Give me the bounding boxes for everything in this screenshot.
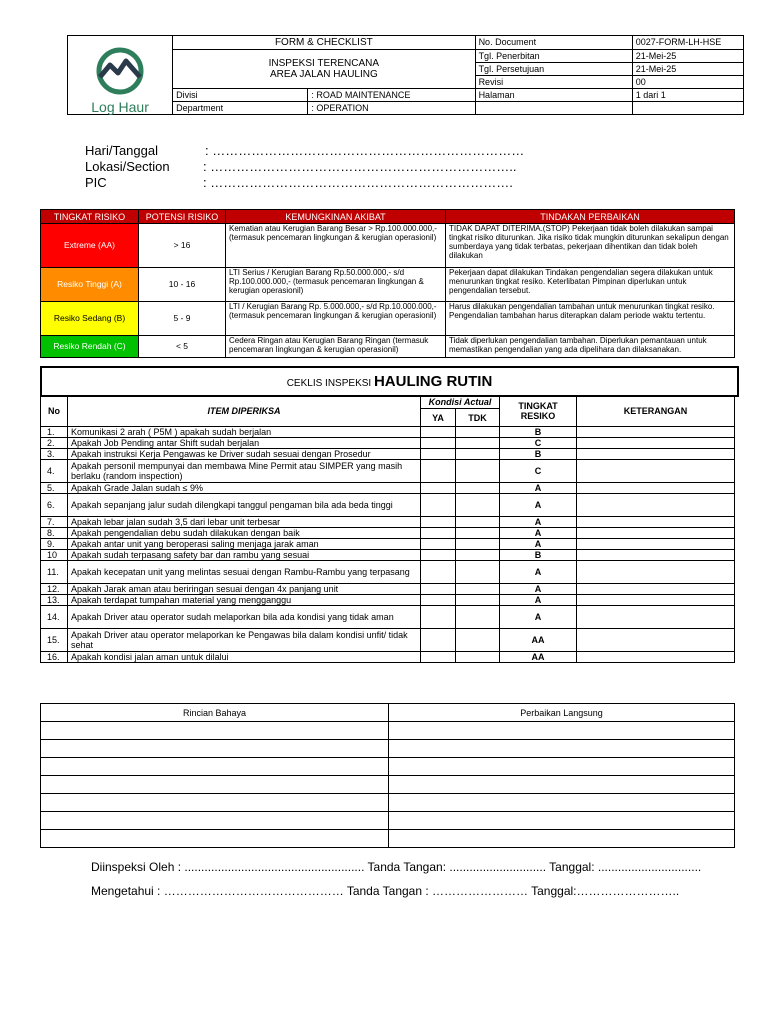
risk-level-cell: B [500, 427, 577, 438]
col-tdk: TDK [456, 409, 500, 427]
item-number: 9. [41, 539, 68, 550]
item-number: 4. [41, 460, 68, 483]
col-no: No [41, 396, 68, 427]
col-perbaikan-langsung: Perbaikan Langsung [389, 704, 735, 722]
keterangan-cell[interactable] [577, 483, 735, 494]
hazard-cell[interactable] [41, 722, 389, 740]
hazard-cell[interactable] [41, 830, 389, 848]
checklist-title [40, 366, 739, 397]
risk-consequence: LTI Serius / Kerugian Barang Rp.50.000.000,- s/d Rp.100.000.000,- (termasuk pencemaran lingkungan & kerugian operasionil) [226, 268, 446, 302]
keterangan-cell[interactable] [577, 528, 735, 539]
department-value: : OPERATION [308, 102, 475, 115]
item-text: Apakah kondisi jalan aman untuk dilalui [68, 652, 421, 663]
tdk-checkbox-cell[interactable] [456, 517, 500, 528]
item-text: Apakah kecepatan unit yang melintas sesuai dengan Rambu-Rambu yang terpasang [68, 561, 421, 584]
checklist-row [41, 438, 735, 449]
tdk-checkbox-cell[interactable] [456, 460, 500, 483]
risk-row [41, 224, 735, 268]
risk-level: Extreme (AA) [41, 224, 139, 268]
document-title-line1: INSPEKSI TERENCANA [268, 58, 380, 69]
item-text: Apakah Driver atau operator melaporkan ke Pengawas bila dalam kondisi unfit/ tidak sehat [68, 629, 421, 652]
tdk-checkbox-cell[interactable] [456, 652, 500, 663]
risk-level: Resiko Tinggi (A) [41, 268, 139, 302]
field-label: Halaman [475, 89, 632, 102]
field-label: Tgl. Persetujuan [475, 63, 632, 76]
field-label: No. Document [475, 36, 632, 50]
risk-header: KEMUNGKINAN AKIBAT [226, 210, 446, 224]
keterangan-cell[interactable] [577, 561, 735, 584]
item-text: Apakah Job Pending antar Shift sudah berjalan [68, 438, 421, 449]
tdk-checkbox-cell[interactable] [456, 438, 500, 449]
risk-potential: < 5 [139, 336, 226, 358]
risk-header: POTENSI RISIKO [139, 210, 226, 224]
risk-level-cell: AA [500, 629, 577, 652]
tdk-checkbox-cell[interactable] [456, 539, 500, 550]
checklist-row [41, 427, 735, 438]
keterangan-cell[interactable] [577, 449, 735, 460]
tdk-checkbox-cell[interactable] [456, 427, 500, 438]
field-value: 21-Mei-25 [632, 63, 743, 76]
tdk-checkbox-cell[interactable] [456, 550, 500, 561]
risk-row [41, 302, 735, 336]
repair-cell[interactable] [389, 830, 735, 848]
risk-potential: > 16 [139, 224, 226, 268]
field-label: Tgl. Penerbitan [475, 50, 632, 63]
tdk-checkbox-cell[interactable] [456, 449, 500, 460]
risk-row [41, 268, 735, 302]
item-text: Apakah pengendalian debu sudah dilakukan dengan baik [68, 528, 421, 539]
checklist-row [41, 494, 735, 517]
item-number: 15. [41, 629, 68, 652]
tdk-checkbox-cell[interactable] [456, 606, 500, 629]
tdk-checkbox-cell[interactable] [456, 483, 500, 494]
risk-consequence: LTI / Kerugian Barang Rp. 5.000.000,- s/d Rp.10.000.000,- (termasuk pencemaran lingkungan & kerugian operasionil) [226, 302, 446, 336]
risk-header: TINDAKAN PERBAIKAN [446, 210, 735, 224]
ya-checkbox-cell[interactable] [421, 517, 456, 528]
risk-level-cell: B [500, 449, 577, 460]
empty-cell [632, 102, 743, 115]
item-number: 16. [41, 652, 68, 663]
pic-line [85, 175, 513, 191]
col-rincian-bahaya: Rincian Bahaya [41, 704, 389, 722]
tdk-checkbox-cell[interactable] [456, 494, 500, 517]
risk-level-cell: C [500, 460, 577, 483]
risk-level-cell: A [500, 606, 577, 629]
repair-cell[interactable] [389, 812, 735, 830]
hazard-cell[interactable] [41, 758, 389, 776]
checklist-row [41, 517, 735, 528]
checklist-row [41, 606, 735, 629]
hazard-cell[interactable] [41, 740, 389, 758]
checklist-row [41, 561, 735, 584]
item-number: 8. [41, 528, 68, 539]
form-title: FORM & CHECKLIST [173, 36, 475, 50]
risk-level-cell: A [500, 595, 577, 606]
risk-level-cell: A [500, 561, 577, 584]
hari-tanggal-field[interactable]: : ……………………………………………………………… [205, 143, 525, 158]
risk-level: Resiko Sedang (B) [41, 302, 139, 336]
checklist-row [41, 539, 735, 550]
document-header [67, 35, 744, 115]
tdk-checkbox-cell[interactable] [456, 595, 500, 606]
risk-action: Pekerjaan dapat dilakukan Tindakan pengendalian segera dilakukan untuk menurunkan tingkat resiko. Keterlibatan Pimpinan diperlukan untuk pengendalian tersebut. [446, 268, 735, 302]
repair-cell[interactable] [389, 758, 735, 776]
checklist-row [41, 629, 735, 652]
checklist-row [41, 528, 735, 539]
item-number: 3. [41, 449, 68, 460]
ya-checkbox-cell[interactable] [421, 427, 456, 438]
risk-header: TINGKAT RISIKO [41, 210, 139, 224]
risk-consequence: Cedera Ringan atau Kerugian Barang Ringan (termasuk pencemaran lingkungan & kerugian operasionil) [226, 336, 446, 358]
field-value: 1 dari 1 [632, 89, 743, 102]
ya-checkbox-cell[interactable] [421, 561, 456, 584]
risk-consequence: Kematian atau Kerugian Barang Besar > Rp.100.000.000,- (termasuk pencemaran lingkungan & kerugian operasionil) [226, 224, 446, 268]
item-text: Apakah sepanjang jalur sudah dilengkapi tanggul pengaman bila ada beda tinggi [68, 494, 421, 517]
risk-level-cell: A [500, 517, 577, 528]
tdk-checkbox-cell[interactable] [456, 629, 500, 652]
item-text: Apakah Grade Jalan sudah ≤ 9% [68, 483, 421, 494]
divisi-label: Divisi [173, 89, 308, 102]
field-value: 00 [632, 76, 743, 89]
item-number: 12. [41, 584, 68, 595]
repair-cell[interactable] [389, 722, 735, 740]
pic-field[interactable]: : ……………………………………………………………. [203, 175, 513, 190]
keterangan-cell[interactable] [577, 539, 735, 550]
keterangan-cell[interactable] [577, 584, 735, 595]
keterangan-cell[interactable] [577, 494, 735, 517]
mountain-logo-icon [88, 47, 152, 95]
risk-action: Tidak diperlukan pengendalian tambahan. Diperlukan pemantauan untuk memastikan pengendalian yang ada dipelihara dan dilaksanakan. [446, 336, 735, 358]
col-tingkat: TINGKAT RESIKO [500, 396, 577, 427]
item-number: 10 [41, 550, 68, 561]
item-number: 14. [41, 606, 68, 629]
repair-cell[interactable] [389, 740, 735, 758]
inspected-by-line[interactable]: Diinspeksi Oleh : ...................................................... Tanda Tangan: ............................. Tanggal: ............................... [91, 860, 702, 874]
field-value: 21-Mei-25 [632, 50, 743, 63]
risk-level-cell: A [500, 539, 577, 550]
risk-potential: 5 - 9 [139, 302, 226, 336]
checklist-row [41, 449, 735, 460]
divisi-value: : ROAD MAINTENANCE [308, 89, 475, 102]
item-number: 11. [41, 561, 68, 584]
hazard-cell[interactable] [41, 776, 389, 794]
ya-checkbox-cell[interactable] [421, 550, 456, 561]
item-text: Apakah Driver atau operator sudah melaporkan bila ada kondisi yang tidak aman [68, 606, 421, 629]
checklist-title-small: CEKLIS INSPEKSI [286, 378, 372, 389]
hari-tanggal-line [85, 143, 524, 159]
keterangan-cell[interactable] [577, 595, 735, 606]
ya-checkbox-cell[interactable] [421, 652, 456, 663]
pic-label: PIC [85, 175, 107, 190]
item-text: Apakah antar unit yang beroperasi saling menjaga jarak aman [68, 539, 421, 550]
item-text: Komunikasi 2 arah ( P5M ) apakah sudah berjalan [68, 427, 421, 438]
tdk-checkbox-cell[interactable] [456, 528, 500, 539]
ya-checkbox-cell[interactable] [421, 606, 456, 629]
risk-level-cell: B [500, 550, 577, 561]
checklist-row [41, 652, 735, 663]
checklist-table [40, 395, 735, 663]
item-number: 7. [41, 517, 68, 528]
risk-matrix-table [40, 209, 735, 358]
item-text: Apakah terdapat tumpahan material yang mengganggu [68, 595, 421, 606]
item-text: Apakah lebar jalan sudah 3,5 dari lebar unit terbesar [68, 517, 421, 528]
ya-checkbox-cell[interactable] [421, 539, 456, 550]
hari-tanggal-label: Hari/Tanggal [85, 143, 158, 158]
keterangan-cell[interactable] [577, 550, 735, 561]
item-number: 2. [41, 438, 68, 449]
lokasi-line [85, 159, 516, 175]
hazard-table [40, 703, 735, 848]
item-text: Apakah instruksi Kerja Pengawas ke Driver sudah sesuai dengan Prosedur [68, 449, 421, 460]
field-value: 0027-FORM-LH-HSE [632, 36, 743, 50]
empty-cell [475, 102, 632, 115]
lokasi-label: Lokasi/Section [85, 159, 170, 174]
document-title [173, 50, 475, 89]
ya-checkbox-cell[interactable] [421, 483, 456, 494]
keterangan-cell[interactable] [577, 517, 735, 528]
col-ya: YA [421, 409, 456, 427]
ya-checkbox-cell[interactable] [421, 460, 456, 483]
checklist-row [41, 550, 735, 561]
keterangan-cell[interactable] [577, 460, 735, 483]
risk-action: Harus dilakukan pengendalian tambahan untuk menurunkan tingkat resiko. Pengendalian tambahan harus diterapkan dalam periode waktu tertentu. [446, 302, 735, 336]
department-label: Department [173, 102, 308, 115]
hazard-cell[interactable] [41, 794, 389, 812]
document-title-line2: AREA JALAN HAULING [269, 69, 378, 80]
repair-cell[interactable] [389, 794, 735, 812]
ya-checkbox-cell[interactable] [421, 595, 456, 606]
ya-checkbox-cell[interactable] [421, 438, 456, 449]
checklist-row [41, 584, 735, 595]
ya-checkbox-cell[interactable] [421, 629, 456, 652]
risk-level-cell: AA [500, 652, 577, 663]
checklist-row [41, 483, 735, 494]
keterangan-cell[interactable] [577, 652, 735, 663]
ya-checkbox-cell[interactable] [421, 528, 456, 539]
keterangan-cell[interactable] [577, 629, 735, 652]
risk-row [41, 336, 735, 358]
logo [68, 36, 173, 115]
logo-text: Log Haur [91, 99, 149, 115]
item-text: Apakah personil mempunyai dan membawa Mine Permit atau SIMPER yang masih berlaku (random inspection) [68, 460, 421, 483]
col-item: ITEM DIPERIKSA [68, 396, 421, 427]
item-number: 1. [41, 427, 68, 438]
item-number: 5. [41, 483, 68, 494]
lokasi-field[interactable]: : …………………………………………………………….. [203, 159, 517, 174]
item-text: Apakah Jarak aman atau beriringan sesuai dengan 4x panjang unit [68, 584, 421, 595]
col-keterangan: KETERANGAN [577, 396, 735, 427]
risk-level-cell: C [500, 438, 577, 449]
ya-checkbox-cell[interactable] [421, 449, 456, 460]
ya-checkbox-cell[interactable] [421, 494, 456, 517]
hazard-cell[interactable] [41, 812, 389, 830]
keterangan-cell[interactable] [577, 427, 735, 438]
tdk-checkbox-cell[interactable] [456, 561, 500, 584]
risk-potential: 10 - 16 [139, 268, 226, 302]
risk-action: TIDAK DAPAT DITERIMA.(STOP) Pekerjaan tidak boleh dilakukan sampai tingkat risiko diturunkan. Jika risiko tidak mungkin diturunkan sekalipun dengan sumberdaya yang tidak terbatas, pekerjaan dihentikan dan tidak boleh dilakukan [446, 224, 735, 268]
risk-level-cell: A [500, 483, 577, 494]
item-number: 13. [41, 595, 68, 606]
checklist-row [41, 595, 735, 606]
risk-level-cell: A [500, 494, 577, 517]
keterangan-cell[interactable] [577, 606, 735, 629]
repair-cell[interactable] [389, 776, 735, 794]
risk-level: Resiko Rendah (C) [41, 336, 139, 358]
keterangan-cell[interactable] [577, 438, 735, 449]
risk-level-cell: A [500, 528, 577, 539]
risk-level-cell: A [500, 584, 577, 595]
item-text: Apakah sudah terpasang safety bar dan rambu yang sesuai [68, 550, 421, 561]
col-kondisi: Kondisi Actual [421, 396, 500, 409]
ya-checkbox-cell[interactable] [421, 584, 456, 595]
item-number: 6. [41, 494, 68, 517]
checklist-row [41, 460, 735, 483]
acknowledged-by-line[interactable]: Mengetahui : ……………………………………… Tanda Tangan : …………………… Tanggal:…………………….. [91, 884, 680, 898]
field-label: Revisi [475, 76, 632, 89]
checklist-title-big: HAULING RUTIN [373, 373, 493, 390]
tdk-checkbox-cell[interactable] [456, 584, 500, 595]
